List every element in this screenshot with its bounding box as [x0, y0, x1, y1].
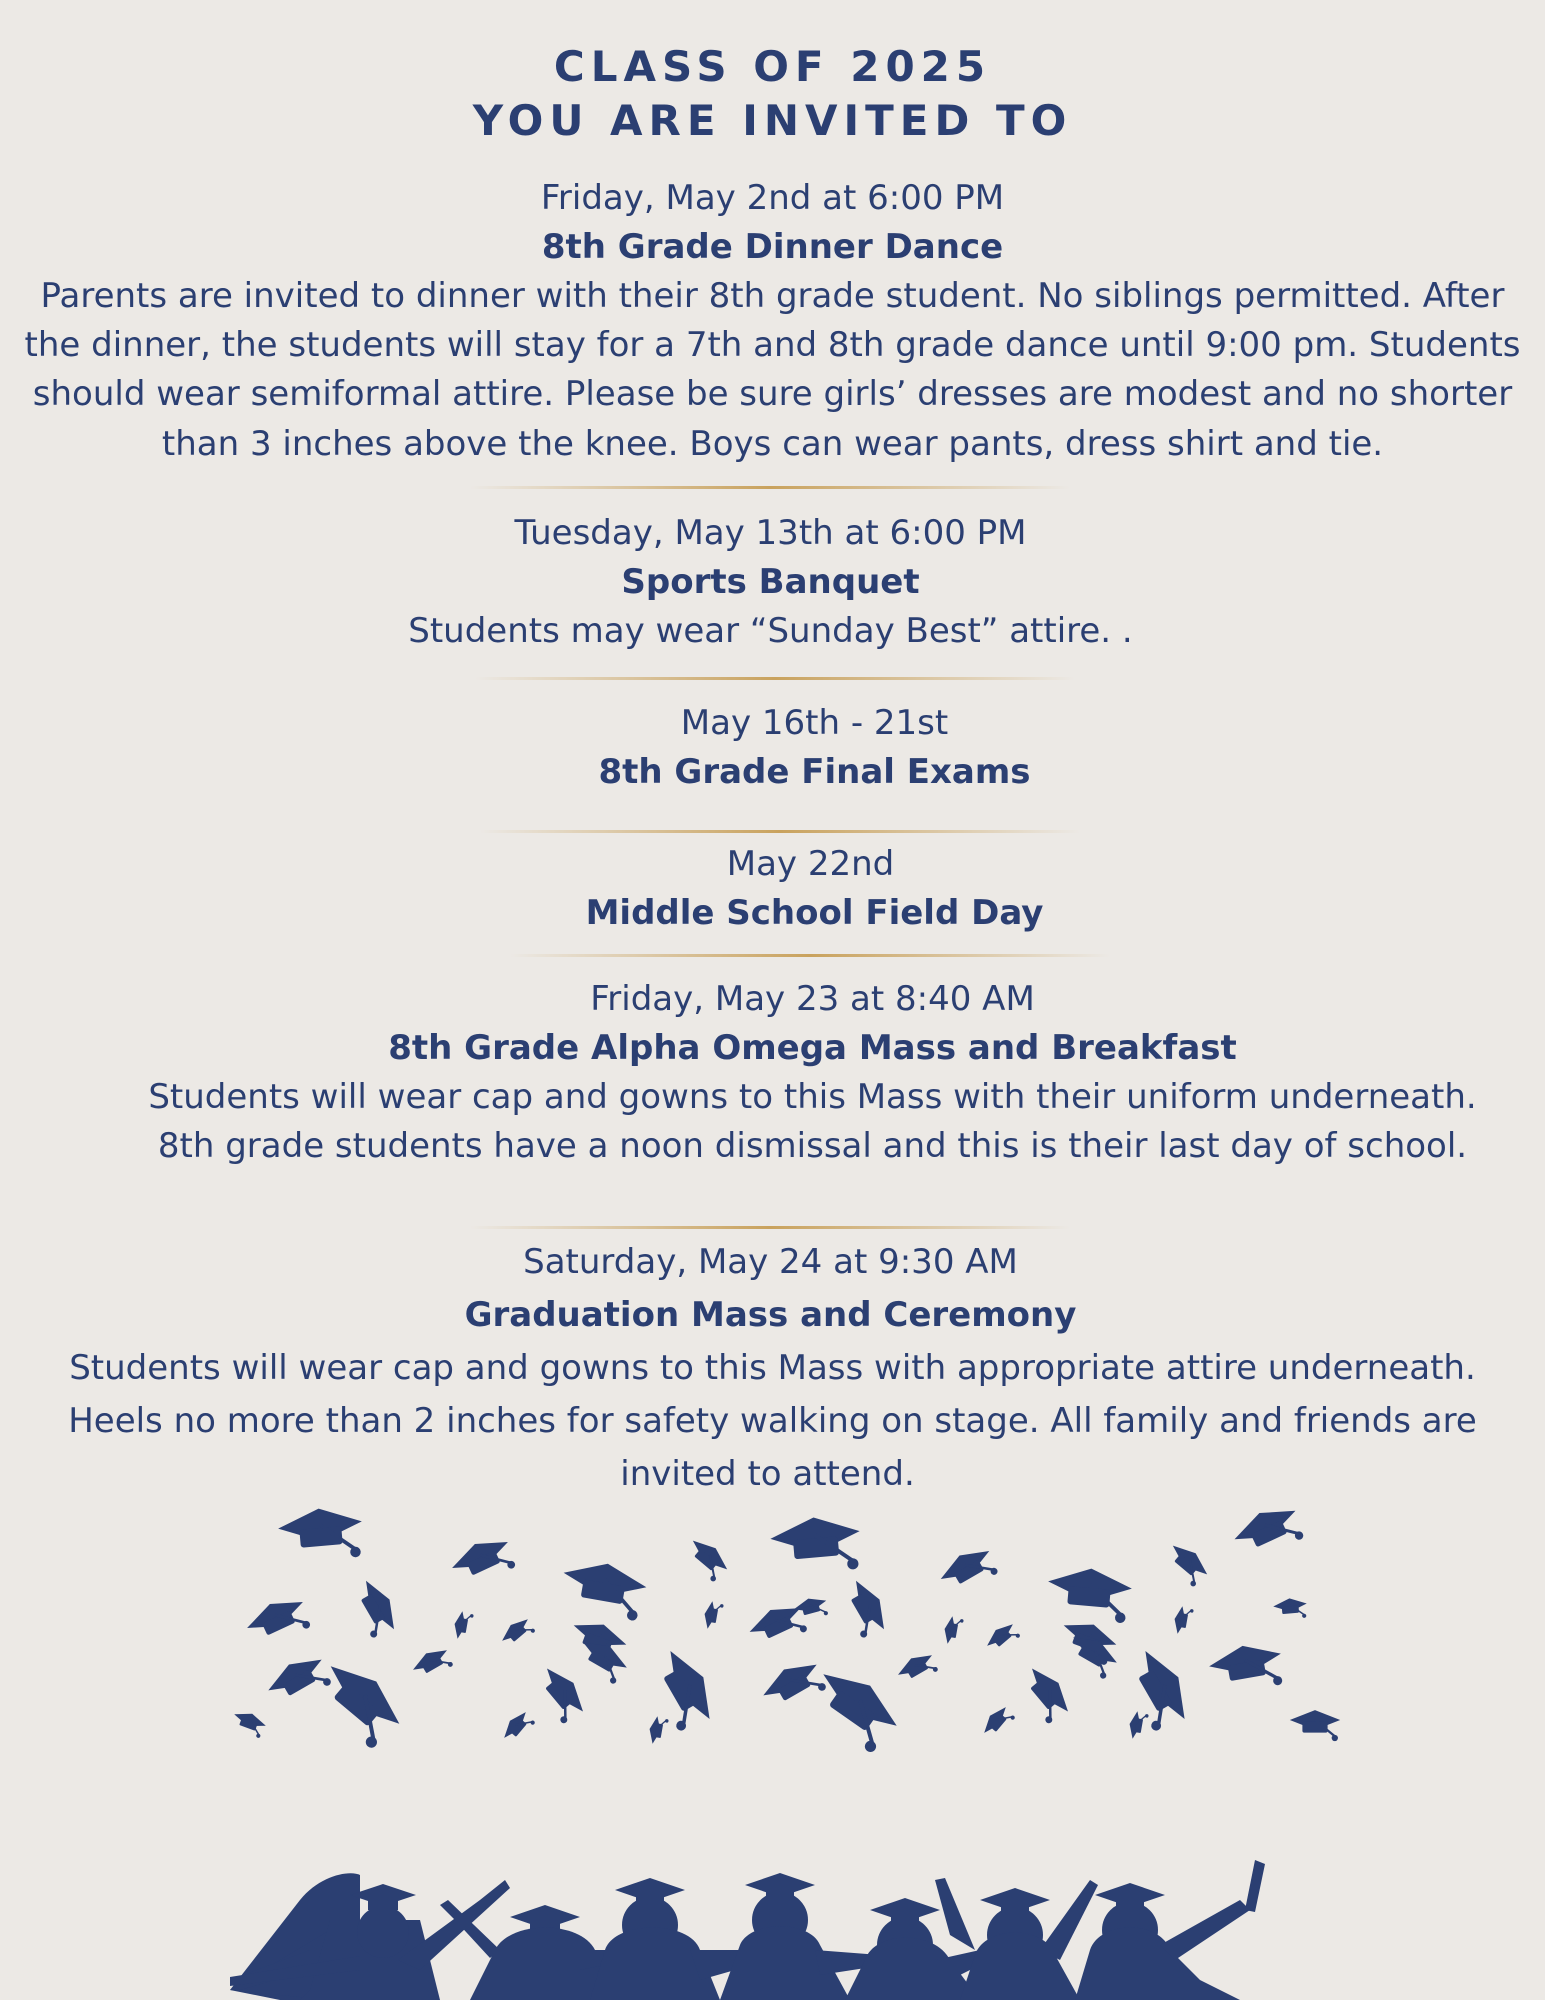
- event-description-line: Heels no more than 2 inches for safety walking on stage. All family and friends are: [68, 1401, 1477, 1441]
- gold-divider: [480, 830, 1080, 833]
- grad-cap-icon: [499, 1708, 536, 1747]
- grad-cap-icon: [642, 1643, 723, 1735]
- grad-cap-icon: [262, 1649, 334, 1713]
- event-date-final-exams: May 16th - 21st: [680, 703, 949, 743]
- grad-cap-icon: [757, 1654, 829, 1718]
- grad-cap-icon: [979, 1703, 1016, 1742]
- gold-divider: [470, 486, 1070, 489]
- event-title-dinner-dance: 8th Grade Dinner Dance: [541, 227, 1004, 267]
- graduate-silhouettes: [230, 1860, 1265, 2000]
- grad-cap-icon: [894, 1649, 940, 1690]
- grad-cap-icon: [1290, 1710, 1340, 1741]
- event-description-line: Students will wear cap and gowns to this Mass with appropriate attire underneath.: [69, 1348, 1476, 1388]
- grad-cap-icon: [1127, 1710, 1149, 1741]
- event-description-line: Students may wear “Sunday Best” attire. .: [408, 611, 1133, 651]
- grad-cap-icon: [529, 1661, 591, 1726]
- event-title-graduation: Graduation Mass and Ceremony: [464, 1295, 1077, 1335]
- grad-cap-icon: [983, 1619, 1022, 1656]
- grad-cap-icon: [558, 1556, 650, 1622]
- gold-divider: [470, 1226, 1070, 1229]
- grad-cap-icon: [1273, 1597, 1308, 1621]
- grad-cap-icon: [307, 1653, 411, 1753]
- grad-cap-icon: [1014, 1661, 1076, 1726]
- event-description-line: invited to attend.: [620, 1454, 915, 1494]
- grad-cap-icon: [1172, 1605, 1194, 1636]
- event-title-field-day: Middle School Field Day: [585, 893, 1044, 933]
- grad-cap-icon: [229, 1708, 268, 1739]
- grad-cap-icon: [498, 1614, 537, 1651]
- grad-cap-icon: [1117, 1643, 1198, 1735]
- grad-cap-icon: [935, 1541, 1001, 1599]
- grad-cap-icon: [702, 1600, 724, 1631]
- grad-cap-icon: [452, 1610, 474, 1641]
- grad-cap-icon: [346, 1575, 404, 1641]
- event-title-final-exams: 8th Grade Final Exams: [598, 752, 1031, 792]
- gold-divider: [475, 677, 1075, 680]
- grad-cap-icon: [277, 1505, 365, 1564]
- grad-cap-icon: [1161, 1539, 1213, 1589]
- event-description-line: than 3 inches above the knee. Boys can wear pants, dress shirt and tie.: [161, 424, 1384, 464]
- gold-divider: [510, 954, 1110, 957]
- event-date-sports-banquet: Tuesday, May 13th at 6:00 PM: [514, 513, 1027, 553]
- grad-cap-icon: [1207, 1640, 1286, 1697]
- grad-cap-icon: [1045, 1565, 1133, 1624]
- event-date-graduation: Saturday, May 24 at 9:30 AM: [523, 1242, 1018, 1282]
- grad-cap-icon: [802, 1660, 907, 1757]
- event-date-field-day: May 22nd: [726, 844, 895, 884]
- grad-cap-icon: [242, 1591, 314, 1651]
- grad-cap-icon: [769, 1514, 863, 1577]
- header-class-of-2025: CLASS OF 2025: [553, 42, 992, 91]
- grad-cap-icon: [1229, 1499, 1307, 1565]
- flying-caps: [229, 1499, 1340, 1757]
- grad-cap-icon: [681, 1534, 733, 1584]
- event-title-sports-banquet: Sports Banquet: [621, 562, 920, 602]
- event-title-alpha-omega: 8th Grade Alpha Omega Mass and Breakfast: [388, 1028, 1237, 1068]
- graduates-illustration: [0, 1480, 1545, 2000]
- event-description-line: Parents are invited to dinner with their 8th grade student. No siblings permitted. After: [40, 276, 1505, 316]
- grad-cap-icon: [792, 1594, 830, 1623]
- header-you-are-invited: YOU ARE INVITED TO: [472, 96, 1073, 145]
- event-description-line: should wear semiformal attire. Please be sure girls’ dresses are modest and no shorter: [32, 374, 1513, 414]
- grad-cap-icon: [409, 1644, 455, 1685]
- event-date-dinner-dance: Friday, May 2nd at 6:00 PM: [540, 178, 1005, 218]
- grad-cap-icon: [836, 1575, 894, 1641]
- grad-cap-icon: [942, 1615, 964, 1646]
- event-description-line: Students will wear cap and gowns to this Mass with their uniform underneath.: [148, 1077, 1477, 1117]
- grad-cap-icon: [447, 1531, 519, 1591]
- event-description-line: the dinner, the students will stay for a 7th and 8th grade dance until 9:00 pm. Students: [24, 325, 1521, 365]
- event-description-line: 8th grade students have a noon dismissal and this is their last day of school.: [157, 1126, 1468, 1166]
- event-date-alpha-omega: Friday, May 23 at 8:40 AM: [590, 979, 1035, 1019]
- grad-cap-icon: [647, 1715, 669, 1746]
